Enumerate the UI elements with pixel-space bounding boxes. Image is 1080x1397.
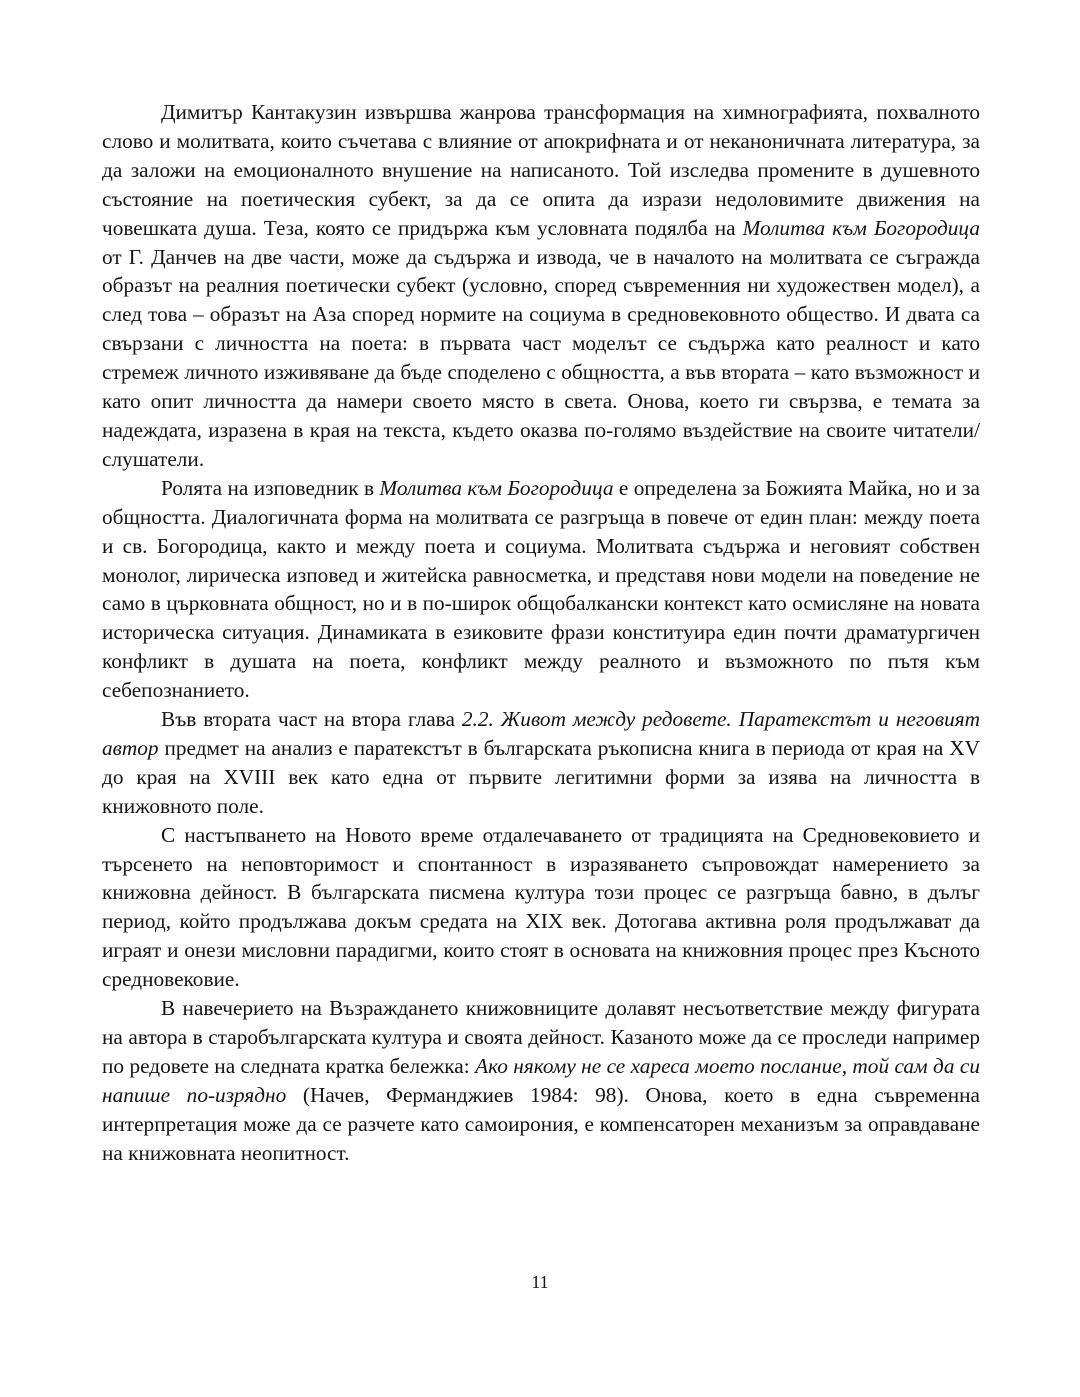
page-number: 11 <box>531 1272 549 1292</box>
paragraph-1-text: Димитър Кантакузин извършва жанрова трансформация на химнографията, похвалното слово и молитвата, които съчетава с влияние от апокрифната и от неканоничната литература, за да заложи на емоционалното внушение на написаното. Той изследва промените в душевното състояние на поетическия субект, за да се опита да изрази недоловимите движения на човешката душа. Теза, която се придържа към условната подялба на <box>102 100 980 240</box>
document-page <box>102 98 980 1168</box>
work-title-italic: Молитва към Богородица <box>379 475 614 500</box>
paragraph-4-text: С настъпването на Новото време отдалечаването от традицията на Средновековието и търсенето на неповторимост и спонтанност в изразяването съпровождат намерението за книжовна дейност. В българската писмена култура този процес се разгръща бавно, в дълъг период, който продължава докъм средата на XIX век. Дотогава активна роля продължават да играят и онези мисловни парадигми, които стоят в основата на книжовния процес през Късното средновековие. <box>102 822 980 992</box>
paragraph-2-text: Ролята на изповедник в <box>161 475 380 500</box>
paragraph-3-text: Във втората част на втора глава <box>161 707 462 732</box>
paragraph-1 <box>102 98 980 474</box>
paragraph-2 <box>102 474 980 705</box>
quotation-italic: Ако някому не се хареса моето послание, той сам да си напише по-изрядно <box>102 1053 980 1107</box>
paragraph-3 <box>102 705 980 821</box>
paragraph-1-text-cont: от Г. Данчев на две части, може да съдържа и извода, че в началото на молитвата се съгражда образът на реалния поетически субект (условно, според съвременния ни художествен модел), а след това – образът на Аза според нормите на социума в средновековното общество. И двата са свързани с личността на поета: в първата част моделът се съдържа като реалност и като стремеж личното изживяване да бъде споделено с общността, а във втората – като възможност и като опит личността да намери своето място в света. Онова, което ги свързва, е темата за надеждата, изразена в края на текста, където оказва по-голямо въздействие на своите читатели/слушатели. <box>102 244 980 471</box>
paragraph-5 <box>102 994 980 1167</box>
paragraph-4 <box>102 821 980 994</box>
work-title-italic: Молитва към Богородица <box>742 215 980 240</box>
paragraph-2-text-cont: е определена за Божията Майка, но и за общността. Диалогичната форма на молитвата се разгръща в повече от един план: между поета и св. Богородица, както и между поета и социума. Молитвата съдържа и неговият собствен монолог, лирическа изповед и житейска равносметка, и представя нови модели на поведение не само в църковната общност, но и в по-широк общобалкански контекст като осмисляне на новата историческа ситуация. Динамиката в езиковите фрази конституира един почти драматургичен конфликт в душата на поета, конфликт между реалното и възможното по пътя към себепознанието. <box>102 475 981 703</box>
paragraph-5-text-cont: (Начев, Ферманджиев 1984: 98). Онова, което в една съвременна интерпретация може да се разчете като самоирония, е компенсаторен механизъм за оправдаване на книжовната неопитност. <box>102 1082 980 1165</box>
paragraph-3-text-cont: предмет на анализ е паратекстът в българската ръкописна книга в периода от края на XV до края на XVIII век като една от първите легитимни форми за изява на личността в книжовното поле. <box>102 735 980 818</box>
chapter-title-italic: 2.2. Живот между редовете. Паратекстът и неговият автор <box>102 707 980 760</box>
paragraph-5-text: В навечерието на Възраждането книжовниците долавят несъответствие между фигурата на автора в старобългарската култура и своята дейност. Казаното може да се проследи например по редовете на следната кратка бележка: <box>102 996 980 1078</box>
